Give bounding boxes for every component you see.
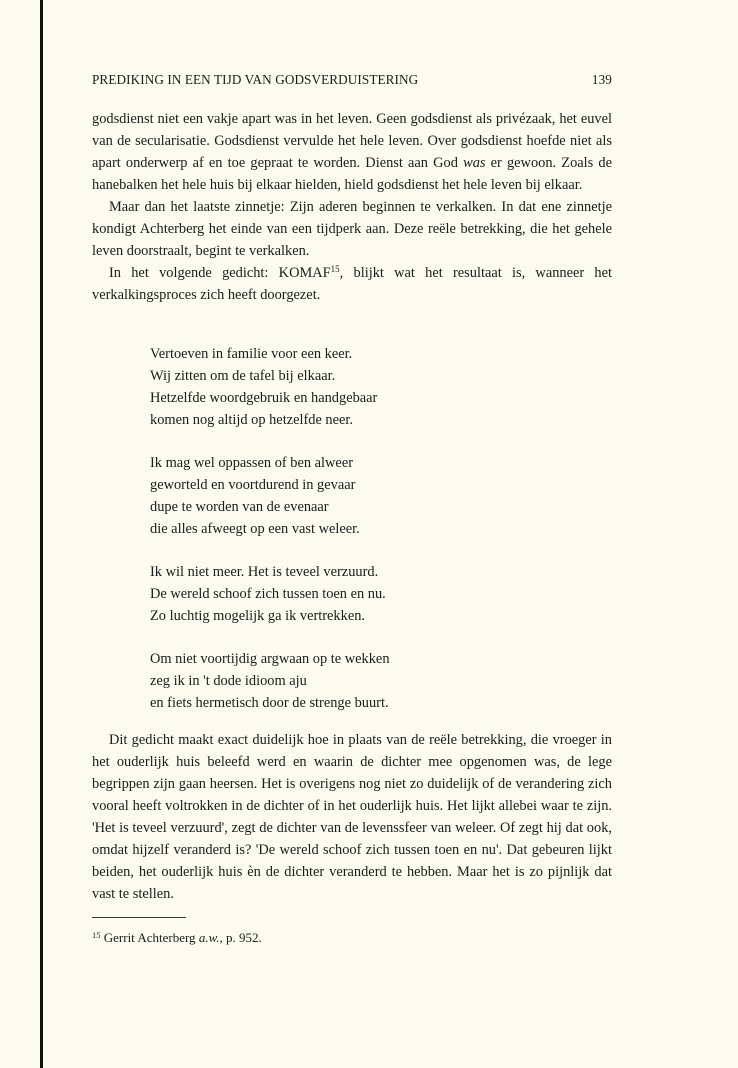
footnote-author: Gerrit Achterberg <box>103 930 199 945</box>
poem-stanza-2 <box>150 452 390 540</box>
poem-line: Vertoeven in familie voor een keer. <box>150 346 353 362</box>
paragraph-3: In het volgende gedicht: KOMAF$^{15}$, blijkt wat het resultaat is, wanneer het verkalkingsproces zich heeft doorgezet. <box>92 264 613 303</box>
emphasis-was: was <box>463 155 486 171</box>
footnote <box>92 926 262 947</box>
footnote-page: , p. 952. <box>219 930 262 945</box>
running-title: PREDIKING IN EEN TIJD VAN GODSVERDUISTERING <box>92 72 419 87</box>
poem-komaf <box>150 343 390 735</box>
poem-line: Zo luchtig mogelijk ga ik vertrekken. <box>150 608 366 624</box>
page-binding-edge <box>40 0 43 1068</box>
poem-line: Ik wil niet meer. Het is teveel verzuurd. <box>150 564 379 580</box>
body-text-lower <box>92 729 612 905</box>
poem-line: Wij zitten om de tafel bij elkaar. <box>150 368 336 384</box>
poem-line: De wereld schoof zich tussen toen en nu. <box>150 586 386 602</box>
paragraph-1: godsdienst niet een vakje apart was in het leven. Geen godsdienst als privézaak, het euvel van de secularisatie. Godsdienst vervulde het hele leven. Over godsdienst hoefde niet als apart onderwerp af en toe gepraat te worden. Dienst aan God was er gewoon. Zoals de hanebalken het hele huis bij elkaar hielden, hield godsdienst het hele leven bij elkaar. <box>92 111 612 193</box>
paragraph-4: Dit gedicht maakt exact duidelijk hoe in plaats van de reële betrekking, die vroeger in het ouderlijk huis beleefd werd en waarin de dichter mee opgenomen was, de lege begrippen zijn gaan heersen. Het is overigens nog niet zo duidelijk of de verandering zich vooral heeft voltrokken in de dichter of in het ouderlijk huis. Het lijkt allebei waar te zijn. 'Het is teveel verzuurd', zegt de dichter van de levenssfeer van weleer. Of zegt hij dat ook, omdat hijzelf veranderd is? 'De wereld schoof zich tussen toen en nu'. Dat gebeuren lijkt beiden, het ouderlijk huis èn de dichter veranderd te hebben. Maar het is zo pijnlijk dat vast te stellen. <box>92 732 612 902</box>
footnote-number: 15 <box>92 930 101 940</box>
poem-line: Om niet voortijdig argwaan op te wekken <box>150 651 390 667</box>
poem-line: Hetzelfde woordgebruik en handgebaar <box>150 390 378 406</box>
poem-line: die alles afweegt op een vast weleer. <box>150 521 360 537</box>
running-header <box>92 72 612 88</box>
poem-stanza-3 <box>150 561 390 627</box>
paragraph-2: Maar dan het laatste zinnetje: Zijn aderen beginnen te verkalken. In dat ene zinnetje kondigt Achterberg het einde van een tijdperk aan. Deze reële betrekking, die het gehele leven doorstraalt, begint te verkalken. <box>92 199 612 259</box>
footnote-divider <box>92 917 186 918</box>
body-text-upper <box>92 108 612 306</box>
poem-line: dupe te worden van de evenaar <box>150 499 329 515</box>
poem-stanza-1 <box>150 343 390 431</box>
poem-line: geworteld en voortdurend in gevaar <box>150 477 356 493</box>
poem-stanza-4 <box>150 648 390 714</box>
footnote-reference: 15 <box>330 264 340 274</box>
poem-line: zeg ik in 't dode idioom aju <box>150 673 307 689</box>
poem-line: Ik mag wel oppassen of ben alweer <box>150 455 353 471</box>
page-number: 139 <box>591 72 612 87</box>
poem-line: en fiets hermetisch door de strenge buurt. <box>150 695 389 711</box>
footnote-work: a.w. <box>198 930 220 945</box>
poem-line: komen nog altijd op hetzelfde neer. <box>150 412 354 428</box>
